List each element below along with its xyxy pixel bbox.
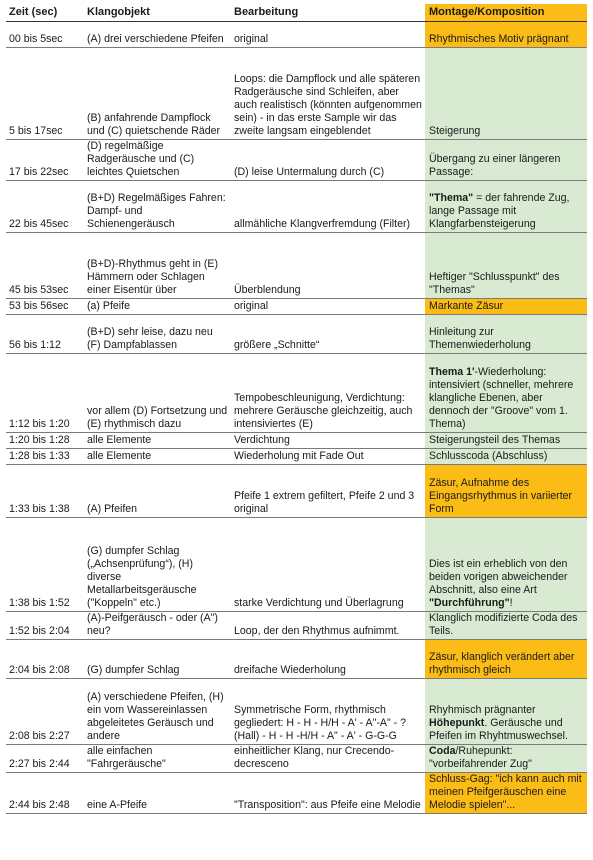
table-row bbox=[6, 612, 587, 640]
header-object: Klangobjekt bbox=[84, 4, 231, 22]
object-cell: (A) Pfeifen bbox=[84, 465, 231, 518]
spreadsheet bbox=[6, 4, 587, 814]
time-cell: 2:04 bis 2:08 bbox=[6, 640, 84, 679]
processing-cell: Loop, der den Rhythmus aufnimmt. bbox=[231, 612, 425, 640]
table-row bbox=[6, 354, 587, 433]
object-cell: (B) anfahrende Dampflock und (C) quietschende Räder bbox=[84, 48, 231, 140]
time-cell: 1:20 bis 1:28 bbox=[6, 433, 84, 449]
composition-cell bbox=[425, 612, 587, 640]
composition-text: Übergang zu einer längeren Passage: bbox=[429, 153, 561, 178]
processing-cell: größere „Schnitte“ bbox=[231, 315, 425, 354]
composition-text: /Ruhepunkt: "vorbeifahrender Zug" bbox=[429, 745, 532, 770]
composition-text: Zäsur, klanglich verändert aber rhythmisch gleich bbox=[429, 651, 575, 676]
object-cell: (B+D) sehr leise, dazu neu (F) Dampfablassen bbox=[84, 315, 231, 354]
composition-cell bbox=[425, 518, 587, 612]
composition-cell bbox=[425, 181, 587, 233]
table-row bbox=[6, 745, 587, 773]
object-cell: vor allem (D) Fortsetzung und (E) rhythmisch dazu bbox=[84, 354, 231, 433]
time-cell: 2:27 bis 2:44 bbox=[6, 745, 84, 773]
processing-cell: Symmetrische Form, rhythmisch gegliedert: H - H - H/H - A' - A"-A" - ? (Hall) - H - H -H/H - A" - A' - G-G-G bbox=[231, 679, 425, 745]
processing-cell: Wiederholung mit Fade Out bbox=[231, 449, 425, 465]
table-row bbox=[6, 140, 587, 181]
composition-bold-text: Höhepunkt bbox=[429, 717, 485, 729]
time-cell: 53 bis 56sec bbox=[6, 299, 84, 315]
composition-text: Markante Zäsur bbox=[429, 300, 504, 312]
composition-bold-text: Coda bbox=[429, 745, 456, 757]
time-cell: 5 bis 17sec bbox=[6, 48, 84, 140]
time-cell: 22 bis 45sec bbox=[6, 181, 84, 233]
table-row bbox=[6, 315, 587, 354]
composition-cell bbox=[425, 233, 587, 299]
composition-text: -Wiederholung: intensiviert (schneller, mehrere klangliche Ebenen, aber dennoch der "Groove" vom 1. Thema) bbox=[429, 366, 574, 430]
processing-cell: "Transposition": aus Pfeife eine Melodie bbox=[231, 773, 425, 814]
time-cell: 1:28 bis 1:33 bbox=[6, 449, 84, 465]
composition-text: Klanglich modifizierte Coda des Teils. bbox=[429, 612, 578, 637]
time-cell: 1:12 bis 1:20 bbox=[6, 354, 84, 433]
composition-text: Rhyhmisch prägnanter bbox=[429, 704, 536, 716]
time-cell: 17 bis 22sec bbox=[6, 140, 84, 181]
time-cell: 56 bis 1:12 bbox=[6, 315, 84, 354]
object-cell: alle Elemente bbox=[84, 433, 231, 449]
composition-text: Hinleitung zur Themenwiederholung bbox=[429, 326, 531, 351]
time-cell: 1:38 bis 1:52 bbox=[6, 518, 84, 612]
time-cell: 00 bis 5sec bbox=[6, 22, 84, 48]
composition-text: Schluss-Gag: "ich kann auch mit meinen Pfeifgeräuschen eine Melodie spielen"... bbox=[429, 773, 582, 811]
header-time: Zeit (sec) bbox=[6, 4, 84, 22]
processing-cell: (D) leise Untermalung durch (C) bbox=[231, 140, 425, 181]
composition-cell bbox=[425, 449, 587, 465]
table-row bbox=[6, 640, 587, 679]
table-row bbox=[6, 773, 587, 814]
composition-text: Steigerung bbox=[429, 125, 481, 137]
composition-cell bbox=[425, 140, 587, 181]
header-composition: Montage/Komposition bbox=[425, 4, 587, 22]
composition-cell bbox=[425, 679, 587, 745]
table-row bbox=[6, 518, 587, 612]
composition-cell bbox=[425, 465, 587, 518]
composition-text: ! bbox=[509, 597, 513, 609]
table-row bbox=[6, 299, 587, 315]
table-body bbox=[6, 22, 587, 814]
composition-text: Steigerungsteil des Themas bbox=[429, 434, 561, 446]
composition-text: Heftiger "Schlusspunkt" des "Themas" bbox=[429, 271, 560, 296]
composition-cell bbox=[425, 315, 587, 354]
composition-bold-text: "Durchführung" bbox=[429, 597, 510, 609]
object-cell: (B+D)-Rhythmus geht in (E) Hämmern oder Schlagen einer Eisentür über bbox=[84, 233, 231, 299]
header-processing: Bearbeitung bbox=[231, 4, 425, 22]
processing-cell: Pfeife 1 extrem gefiltert, Pfeife 2 und 3 original bbox=[231, 465, 425, 518]
composition-cell bbox=[425, 745, 587, 773]
time-cell: 1:52 bis 2:04 bbox=[6, 612, 84, 640]
composition-cell bbox=[425, 773, 587, 814]
object-cell: alle einfachen "Fahrgeräusche" bbox=[84, 745, 231, 773]
object-cell: (D) regelmäßige Radgeräusche und (C) leichtes Quietschen bbox=[84, 140, 231, 181]
composition-text: = der fahrende Zug, lange Passage mit Klangfarbensteigerung bbox=[429, 192, 570, 230]
object-cell: alle Elemente bbox=[84, 449, 231, 465]
object-cell: (G) dumpfer Schlag bbox=[84, 640, 231, 679]
processing-cell: dreifache Wiederholung bbox=[231, 640, 425, 679]
processing-cell: Tempobeschleunigung, Verdichtung: mehrere Geräusche gleichzeitig, auch intensiviertes (E) bbox=[231, 354, 425, 433]
processing-cell: einheitlicher Klang, nur Crecendo-decresceno bbox=[231, 745, 425, 773]
composition-cell bbox=[425, 640, 587, 679]
composition-table bbox=[6, 4, 587, 814]
composition-cell bbox=[425, 354, 587, 433]
time-cell: 45 bis 53sec bbox=[6, 233, 84, 299]
composition-cell bbox=[425, 433, 587, 449]
composition-cell bbox=[425, 22, 587, 48]
time-cell: 2:08 bis 2:27 bbox=[6, 679, 84, 745]
processing-cell: Verdichtung bbox=[231, 433, 425, 449]
processing-cell: allmähliche Klangverfremdung (Filter) bbox=[231, 181, 425, 233]
table-row bbox=[6, 449, 587, 465]
object-cell: (a) Pfeife bbox=[84, 299, 231, 315]
table-row bbox=[6, 22, 587, 48]
object-cell: (A)-Peifgeräusch - oder (A") neu? bbox=[84, 612, 231, 640]
table-row bbox=[6, 465, 587, 518]
composition-text: Schlusscoda (Abschluss) bbox=[429, 450, 548, 462]
composition-text: Rhythmisches Motiv prägnant bbox=[429, 33, 569, 45]
table-row bbox=[6, 433, 587, 449]
processing-cell: starke Verdichtung und Überlagrung bbox=[231, 518, 425, 612]
composition-text: Zäsur, Aufnahme des Eingangsrhythmus in variierter Form bbox=[429, 477, 573, 515]
composition-text: . Geräusche und Pfeifen im Rhyhtmuswechsel. bbox=[429, 717, 568, 742]
processing-cell: Überblendung bbox=[231, 233, 425, 299]
object-cell: (G) dumpfer Schlag („Achsenprüfung“), (H) diverse Metallarbeitsgeräusche ("Koppeln" etc.) bbox=[84, 518, 231, 612]
table-row bbox=[6, 181, 587, 233]
processing-cell: Loops: die Dampflock und alle späteren Radgeräusche sind Schleifen, aber auch realistisch (könnten aufgenommen sein) - in das erste Sample wir das zweite langsam eingeblendet bbox=[231, 48, 425, 140]
composition-cell bbox=[425, 48, 587, 140]
table-row bbox=[6, 679, 587, 745]
composition-text: Dies ist ein erheblich von den beiden vorigen abweichender Abschnitt, also eine Art bbox=[429, 558, 568, 596]
object-cell: (A) drei verschiedene Pfeifen bbox=[84, 22, 231, 48]
composition-cell bbox=[425, 299, 587, 315]
processing-cell: original bbox=[231, 22, 425, 48]
time-cell: 2:44 bis 2:48 bbox=[6, 773, 84, 814]
time-cell: 1:33 bis 1:38 bbox=[6, 465, 84, 518]
object-cell: (A) verschiedene Pfeifen, (H) ein vom Wassereinlassen abgeleitetes Geräusch und andere bbox=[84, 679, 231, 745]
composition-bold-text: "Thema" bbox=[429, 192, 474, 204]
composition-bold-text: Thema 1' bbox=[429, 366, 475, 378]
table-row bbox=[6, 233, 587, 299]
header-row bbox=[6, 4, 587, 22]
object-cell: (B+D) Regelmäßiges Fahren: Dampf- und Schienengeräusch bbox=[84, 181, 231, 233]
processing-cell: original bbox=[231, 299, 425, 315]
object-cell: eine A-Pfeife bbox=[84, 773, 231, 814]
table-row bbox=[6, 48, 587, 140]
